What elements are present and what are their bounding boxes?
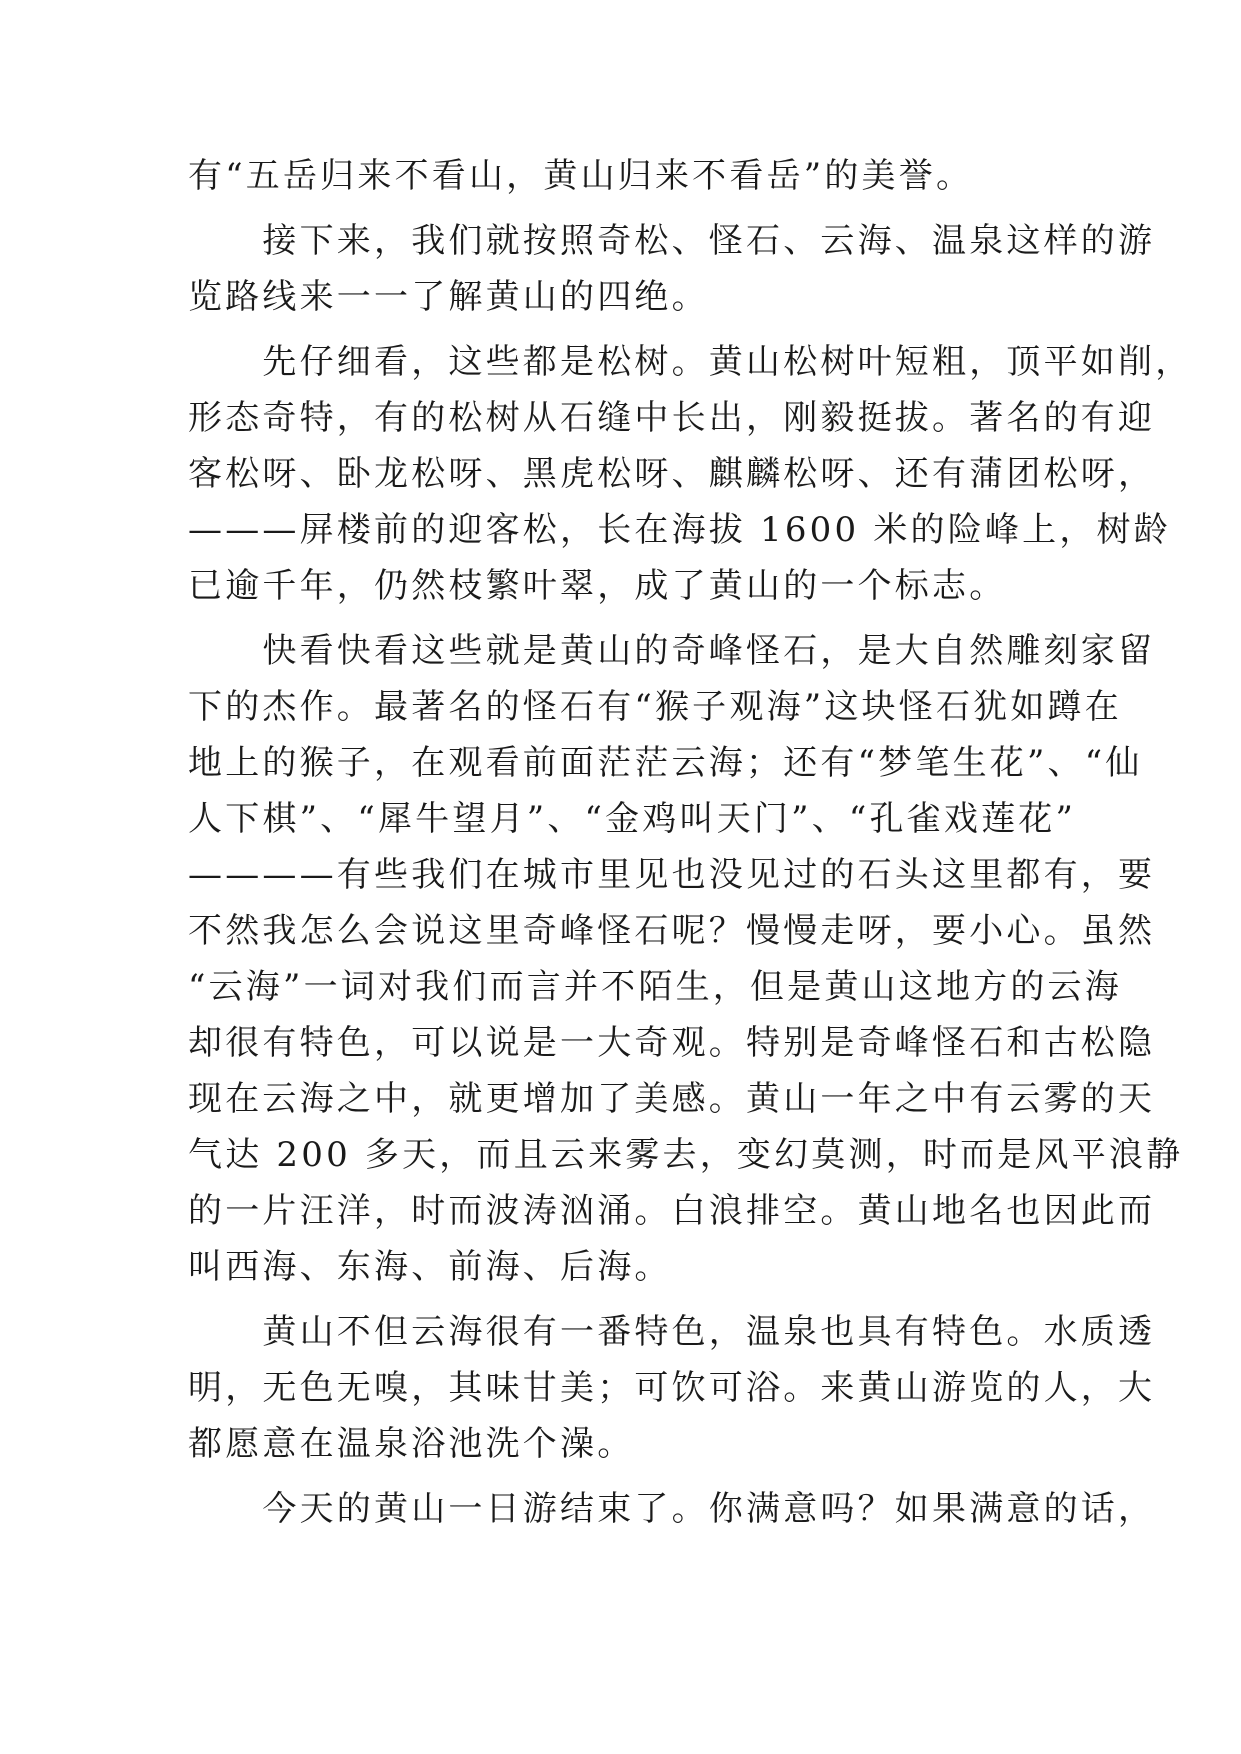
text-line: 下的杰作。最著名的怪石有“猴子观海”这块怪石犹如蹲在 — [188, 687, 1122, 727]
text-line: 快看快看这些就是黄山的奇峰怪石，是大自然雕刻家留 — [188, 631, 1156, 671]
text-line: 却很有特色，可以说是一大奇观。特别是奇峰怪石和古松隐 — [188, 1023, 1156, 1063]
text-line: 形态奇特，有的松树从石缝中长出，刚毅挺拔。著名的有迎 — [188, 398, 1156, 438]
text-line: ————有些我们在城市里见也没见过的石头这里都有，要 — [188, 855, 1156, 895]
text-line: 人下棋”、“犀牛望月”、“金鸡叫天门”、“孔雀戏莲花” — [188, 799, 1077, 839]
text-line: 有“五岳归来不看山，黄山归来不看岳”的美誉。 — [188, 156, 974, 196]
text-line: 明，无色无嗅，其味甘美；可饮可浴。来黄山游览的人，大 — [188, 1368, 1156, 1408]
text-line: 现在云海之中，就更增加了美感。黄山一年之中有云雾的天 — [188, 1079, 1156, 1119]
text-line: 黄山不但云海很有一番特色，温泉也具有特色。水质透 — [188, 1312, 1156, 1352]
text-line: “云海”一词对我们而言并不陌生，但是黄山这地方的云海 — [188, 967, 1122, 1007]
text-line: 今天的黄山一日游结束了。你满意吗？如果满意的话， — [188, 1489, 1156, 1529]
document-body — [188, 148, 1193, 1537]
text-line: 地上的猴子，在观看前面茫茫云海；还有“梦笔生花”、“仙 — [188, 743, 1143, 783]
text-line: 叫西海、东海、前海、后海。 — [188, 1247, 672, 1287]
text-line: ———屏楼前的迎客松，长在海拔 1600 米的险峰上，树龄 — [188, 510, 1171, 550]
text-line: 先仔细看，这些都是松树。黄山松树叶短粗，顶平如削， — [188, 342, 1193, 382]
text-line: 不然我怎么会说这里奇峰怪石呢？慢慢走呀，要小心。虽然 — [188, 911, 1156, 951]
text-line: 览路线来一一了解黄山的四绝。 — [188, 277, 709, 317]
text-line: 已逾千年，仍然枝繁叶翠，成了黄山的一个标志。 — [188, 566, 1007, 606]
text-line: 的一片汪洋，时而波涛汹涌。白浪排空。黄山地名也因此而 — [188, 1191, 1156, 1231]
text-line: 客松呀、卧龙松呀、黑虎松呀、麒麟松呀、还有蒲团松呀， — [188, 454, 1156, 494]
text-line: 都愿意在温泉浴池洗个澡。 — [188, 1424, 635, 1464]
text-line: 气达 200 多天，而且云来雾去，变幻莫测，时而是风平浪静 — [188, 1135, 1184, 1175]
text-line: 接下来，我们就按照奇松、怪石、云海、温泉这样的游 — [188, 221, 1156, 261]
